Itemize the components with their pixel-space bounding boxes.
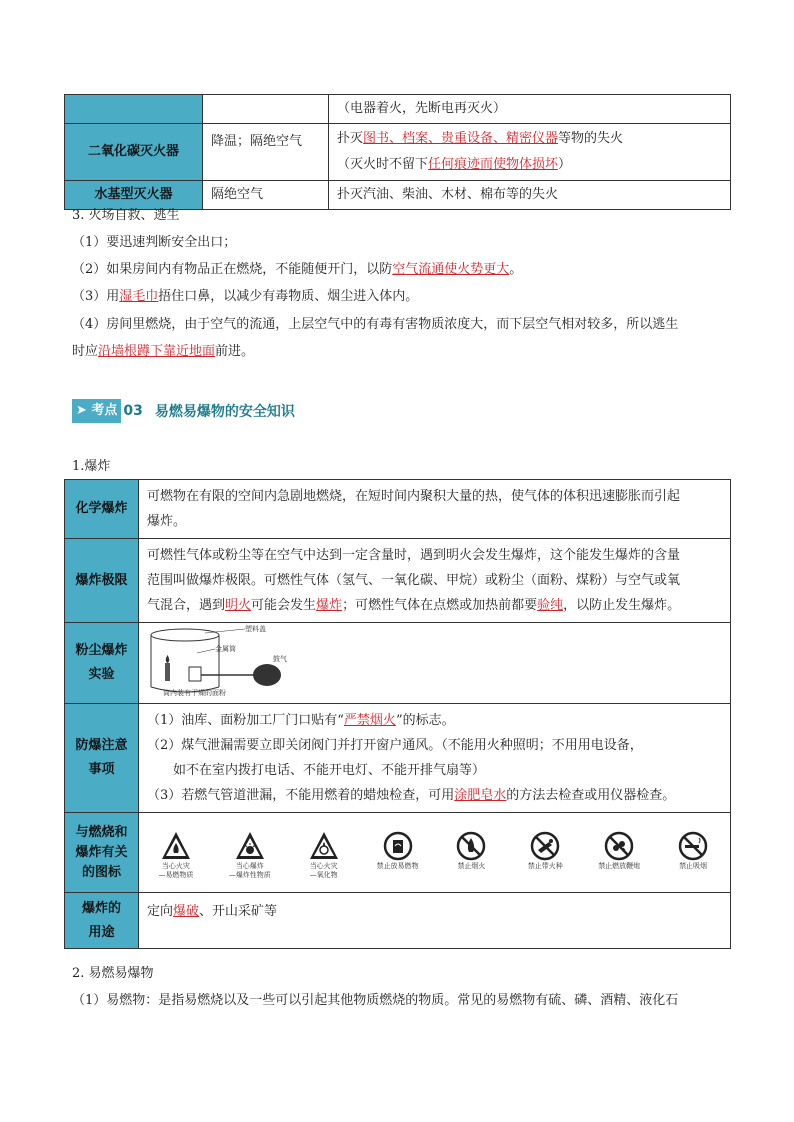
safety-sign (363, 830, 433, 871)
diagram-label: 塑料盖 (245, 625, 266, 633)
paragraph: （1）易燃物：是指易燃烧以及一些可以引起其他物质燃烧的物质。常见的易燃物有硫、磷、酒精、液化石 (72, 993, 679, 1008)
kaodian-tag: ➤ 考点 (72, 399, 121, 423)
sign-label: 禁止放易燃物 (376, 861, 419, 870)
diagram-label: 筒内装有干燥的面粉 (163, 689, 226, 697)
row-header: 化学爆炸 (65, 480, 139, 539)
sign-label: 禁止带火种 (527, 861, 563, 870)
key-term: 图书、档案、贵重设备、精密仪器 (363, 131, 559, 146)
sign-label: 当心火灾 (309, 861, 338, 870)
extinguisher-table (64, 94, 731, 210)
no-kindling-icon (529, 830, 561, 862)
table-cell: 扑灭汽油、柴油、木材、棉布等的失火 (329, 181, 731, 210)
row-header: 爆炸的 用途 (65, 893, 139, 949)
explosion-warning-icon (234, 830, 266, 862)
explosion-table (64, 479, 731, 949)
sign-label: 禁止吸烟 (679, 861, 708, 870)
dust-explosion-apparatus-diagram (145, 625, 315, 697)
table-cell: 可燃物在有限的空间内急剧地燃烧，在短时间内聚积大量的热，使气体的体积迅速膨胀而引起 爆炸。 (139, 480, 731, 539)
table-cell: 降温；隔绝空气 (203, 124, 329, 181)
key-term: 沿墙根蹲下靠近地面 (98, 344, 216, 359)
key-term: 爆炸 (316, 598, 343, 613)
sign-label: —易燃物质 (158, 870, 194, 879)
safety-signs (139, 826, 730, 880)
sign-label: 禁止燃放鞭炮 (598, 861, 641, 870)
section-title: 3. 火场自救、逃生 (72, 208, 180, 223)
no-fireworks-icon (603, 830, 635, 862)
key-term: 涂肥皂水 (454, 788, 507, 803)
table-cell (139, 813, 731, 893)
table-row (65, 704, 731, 813)
table-cell: （1）油库、面粉加工厂门口贴有“严禁烟火”的标志。 （2）煤气泄漏需要立即关闭阀门并打开窗户通风。（不能用火种照明；不用用电设备， 如不在室内拨打电话、不能开电灯、不能开排气扇等） （3）若燃气管道泄漏，不能用燃着的蜡烛检查，可用涂肥皂水的方法去检查或用仪器检查。 (139, 704, 731, 813)
safety-sign (141, 830, 211, 880)
table-cell (139, 623, 731, 704)
safety-sign (215, 830, 285, 880)
paragraph: （1）要迅速判断安全出口； (72, 235, 237, 250)
table-cell: （电器着火，先断电再灭火） (329, 95, 731, 124)
table-row (65, 893, 731, 949)
kaodian-number: 03 (123, 403, 143, 419)
paragraph: （2）如果房间内有物品正在燃烧，不能随便开门，以防空气流通使火势更大。 (72, 262, 523, 277)
table-cell: 扑灭图书、档案、贵重设备、精密仪器等物的失火 （灭火时不留下任何痕迹而使物体损坏） (329, 124, 731, 181)
safety-sign (510, 830, 580, 871)
safety-sign (436, 830, 506, 871)
section-title: 2. 易燃易爆物 (72, 966, 154, 981)
table-row (65, 95, 731, 124)
sign-label: —氧化物 (309, 870, 338, 879)
no-fire-icon (455, 830, 487, 862)
key-term: 爆破 (173, 904, 200, 919)
sign-label: 当心火灾 (161, 861, 190, 870)
row-header: 水基型灭火器 (65, 181, 203, 210)
table-row (65, 480, 731, 539)
no-flammables-icon (382, 830, 414, 862)
key-term: 严禁烟火 (343, 713, 396, 728)
table-cell: 隔绝空气 (203, 181, 329, 210)
sign-label: —爆炸性物质 (228, 870, 271, 879)
sign-label: 当心爆炸 (235, 861, 264, 870)
table-row (65, 124, 731, 181)
oxidizer-warning-icon (308, 830, 340, 862)
safety-sign (584, 830, 654, 871)
no-smoking-icon (677, 830, 709, 862)
sign-label: 禁止烟火 (457, 861, 486, 870)
row-header: 防爆注意 事项 (65, 704, 139, 813)
key-term: 验纯 (537, 598, 564, 613)
table-cell: 可燃性气体或粉尘等在空气中达到一定含量时，遇到明火会发生爆炸，这个能发生爆炸的含量 范围叫做爆炸极限。可燃性气体（氢气、一氧化碳、甲烷）或粉尘（面粉、煤粉）与空气或氧 气混合，遇到明火可能会发生爆炸；可燃性气体在点燃或加热前都要验纯，以防止发生爆炸。 (139, 539, 731, 623)
row-header: 与燃烧和 爆炸有关 的图标 (65, 813, 139, 893)
diagram-label: 鼓气 (273, 655, 287, 663)
table-row (65, 623, 731, 704)
diagram-label: 金属筒 (215, 645, 236, 653)
safety-sign (658, 830, 728, 871)
kaodian-heading (72, 399, 295, 423)
table-row (65, 539, 731, 623)
row-header: 粉尘爆炸 实验 (65, 623, 139, 704)
row-header: 二氧化碳灭火器 (65, 124, 203, 181)
key-term: 湿毛巾 (119, 289, 159, 304)
table-row (65, 813, 731, 893)
safety-sign (289, 830, 359, 880)
key-term: 空气流通使火势更大 (392, 262, 510, 277)
key-term: 任何痕迹而使物体损坏 (428, 157, 559, 172)
section-title: 1.爆炸 (72, 459, 111, 474)
key-term: 明火 (225, 598, 252, 613)
paragraph: （4）房间里燃烧，由于空气的流通，上层空气中的有毒有害物质浓度大，而下层空气相对较多，所以逃生 (72, 317, 679, 332)
table-cell: 定向爆破、开山采矿等 (139, 893, 731, 949)
row-header: 爆炸极限 (65, 539, 139, 623)
kaodian-title: 易燃易爆物的安全知识 (154, 404, 295, 420)
flame-warning-icon (160, 830, 192, 862)
paragraph: 时应沿墙根蹲下靠近地面前进。 (72, 344, 255, 359)
paragraph: （3）用湿毛巾捂住口鼻，以减少有毒物质、烟尘进入体内。 (72, 289, 419, 304)
